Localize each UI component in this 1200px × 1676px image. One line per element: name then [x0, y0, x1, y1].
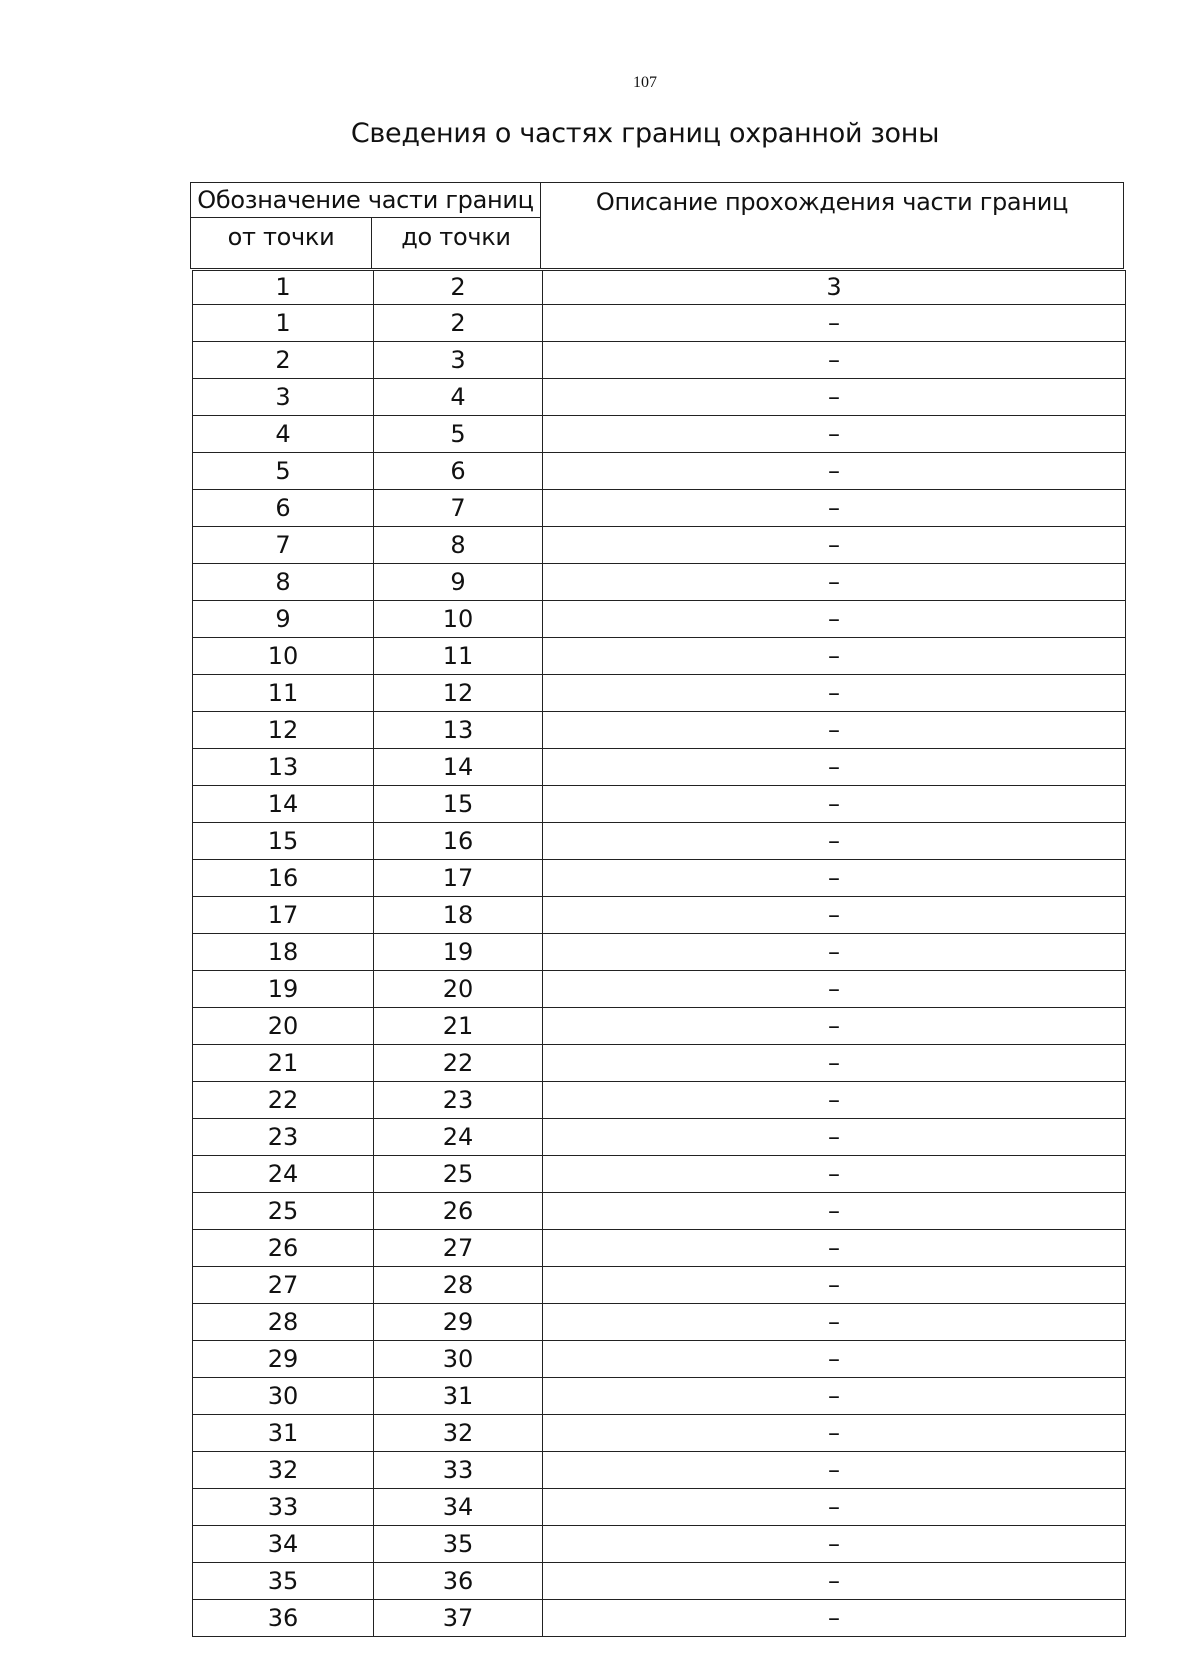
table-row	[193, 1600, 1126, 1637]
table-row	[193, 1230, 1126, 1267]
table-row	[193, 1119, 1126, 1156]
description-cell: –	[543, 342, 1126, 379]
description-cell: –	[543, 1193, 1126, 1230]
to-point-cell: 29	[374, 1304, 543, 1341]
table-row	[193, 1008, 1126, 1045]
description-cell: –	[543, 675, 1126, 712]
table-row	[193, 601, 1126, 638]
table-row	[193, 934, 1126, 971]
table-body	[193, 271, 1126, 1637]
to-point-cell: 15	[374, 786, 543, 823]
to-point-cell: 9	[374, 564, 543, 601]
table-row	[193, 1341, 1126, 1378]
from-point-cell: 31	[193, 1415, 374, 1452]
description-cell: –	[543, 749, 1126, 786]
from-point-cell: 12	[193, 712, 374, 749]
description-cell: –	[543, 305, 1126, 342]
table-row	[193, 564, 1126, 601]
table-row	[193, 1267, 1126, 1304]
page-title: Сведения о частях границ охранной зоны	[350, 118, 940, 149]
to-point-cell: 37	[374, 1600, 543, 1637]
from-point-cell: 7	[193, 527, 374, 564]
table-row	[193, 897, 1126, 934]
table-row	[193, 786, 1126, 823]
to-point-cell: 18	[374, 897, 543, 934]
to-point-cell: 10	[374, 601, 543, 638]
table-row	[193, 823, 1126, 860]
header-to-point: до точки	[372, 218, 541, 269]
table-row	[193, 675, 1126, 712]
from-point-cell: 29	[193, 1341, 374, 1378]
boundary-parts-table	[192, 270, 1126, 1637]
to-point-cell: 19	[374, 934, 543, 971]
table-row	[193, 1156, 1126, 1193]
from-point-cell: 11	[193, 675, 374, 712]
description-cell: –	[543, 860, 1126, 897]
to-point-cell: 25	[374, 1156, 543, 1193]
table-row	[193, 379, 1126, 416]
table-row	[193, 1489, 1126, 1526]
to-point-cell: 34	[374, 1489, 543, 1526]
from-point-cell: 17	[193, 897, 374, 934]
description-cell: –	[543, 934, 1126, 971]
to-point-cell: 31	[374, 1378, 543, 1415]
description-cell: –	[543, 601, 1126, 638]
description-cell: –	[543, 527, 1126, 564]
description-cell: –	[543, 1415, 1126, 1452]
table-row	[193, 1082, 1126, 1119]
table-row	[193, 860, 1126, 897]
from-point-cell: 30	[193, 1378, 374, 1415]
table-row	[193, 453, 1126, 490]
from-point-cell: 24	[193, 1156, 374, 1193]
table-row	[193, 527, 1126, 564]
description-cell: –	[543, 1267, 1126, 1304]
to-point-cell: 26	[374, 1193, 543, 1230]
description-cell: –	[543, 638, 1126, 675]
to-point-cell: 3	[374, 342, 543, 379]
table-row	[193, 1415, 1126, 1452]
header-boundary-part-designation: Обозначение части границ	[191, 183, 541, 218]
description-cell: –	[543, 379, 1126, 416]
table-row	[193, 1304, 1126, 1341]
table-row	[193, 305, 1126, 342]
to-point-cell: 20	[374, 971, 543, 1008]
description-cell: –	[543, 1082, 1126, 1119]
from-point-cell: 26	[193, 1230, 374, 1267]
description-cell: –	[543, 1563, 1126, 1600]
to-point-cell: 23	[374, 1082, 543, 1119]
from-point-cell: 18	[193, 934, 374, 971]
from-point-cell: 34	[193, 1526, 374, 1563]
from-point-cell: 2	[193, 342, 374, 379]
description-cell: –	[543, 490, 1126, 527]
from-point-cell: 19	[193, 971, 374, 1008]
to-point-cell: 35	[374, 1526, 543, 1563]
description-cell: –	[543, 1600, 1126, 1637]
description-cell: –	[543, 712, 1126, 749]
from-point-cell: 22	[193, 1082, 374, 1119]
from-point-cell: 10	[193, 638, 374, 675]
from-point-cell: 20	[193, 1008, 374, 1045]
description-cell: –	[543, 823, 1126, 860]
description-cell: –	[543, 786, 1126, 823]
description-cell: –	[543, 1304, 1126, 1341]
table-row	[193, 1452, 1126, 1489]
from-point-cell: 33	[193, 1489, 374, 1526]
description-cell: –	[543, 1526, 1126, 1563]
from-point-cell: 14	[193, 786, 374, 823]
column-number-cell: 3	[543, 271, 1126, 305]
from-point-cell: 15	[193, 823, 374, 860]
from-point-cell: 32	[193, 1452, 374, 1489]
to-point-cell: 32	[374, 1415, 543, 1452]
table-row	[193, 971, 1126, 1008]
to-point-cell: 33	[374, 1452, 543, 1489]
from-point-cell: 6	[193, 490, 374, 527]
table-header	[190, 182, 1124, 269]
to-point-cell: 36	[374, 1563, 543, 1600]
description-cell: –	[543, 971, 1126, 1008]
table-row	[193, 490, 1126, 527]
description-cell: –	[543, 1341, 1126, 1378]
table-row	[193, 749, 1126, 786]
from-point-cell: 21	[193, 1045, 374, 1082]
to-point-cell: 6	[374, 453, 543, 490]
table-row	[193, 342, 1126, 379]
description-cell: –	[543, 564, 1126, 601]
from-point-cell: 16	[193, 860, 374, 897]
from-point-cell: 13	[193, 749, 374, 786]
description-cell: –	[543, 1119, 1126, 1156]
description-cell: –	[543, 1489, 1126, 1526]
from-point-cell: 36	[193, 1600, 374, 1637]
table-row	[193, 416, 1126, 453]
to-point-cell: 22	[374, 1045, 543, 1082]
table-row	[193, 638, 1126, 675]
to-point-cell: 30	[374, 1341, 543, 1378]
to-point-cell: 4	[374, 379, 543, 416]
description-cell: –	[543, 416, 1126, 453]
to-point-cell: 27	[374, 1230, 543, 1267]
to-point-cell: 13	[374, 712, 543, 749]
table-row	[193, 1045, 1126, 1082]
from-point-cell: 8	[193, 564, 374, 601]
from-point-cell: 28	[193, 1304, 374, 1341]
table-row	[193, 1378, 1126, 1415]
header-from-point: от точки	[191, 218, 372, 269]
from-point-cell: 5	[193, 453, 374, 490]
description-cell: –	[543, 1045, 1126, 1082]
to-point-cell: 21	[374, 1008, 543, 1045]
description-cell: –	[543, 897, 1126, 934]
to-point-cell: 7	[374, 490, 543, 527]
from-point-cell: 1	[193, 305, 374, 342]
description-cell: –	[543, 1156, 1126, 1193]
column-number-cell: 1	[193, 271, 374, 305]
from-point-cell: 25	[193, 1193, 374, 1230]
to-point-cell: 11	[374, 638, 543, 675]
description-cell: –	[543, 1230, 1126, 1267]
to-point-cell: 2	[374, 305, 543, 342]
from-point-cell: 9	[193, 601, 374, 638]
from-point-cell: 4	[193, 416, 374, 453]
table-row	[193, 1526, 1126, 1563]
table-row	[193, 1193, 1126, 1230]
page-number: 107	[633, 74, 657, 91]
column-number-cell: 2	[374, 271, 543, 305]
description-cell: –	[543, 453, 1126, 490]
to-point-cell: 16	[374, 823, 543, 860]
from-point-cell: 23	[193, 1119, 374, 1156]
to-point-cell: 5	[374, 416, 543, 453]
to-point-cell: 28	[374, 1267, 543, 1304]
to-point-cell: 12	[374, 675, 543, 712]
description-cell: –	[543, 1378, 1126, 1415]
table-row	[193, 1563, 1126, 1600]
table-row	[193, 712, 1126, 749]
column-number-row	[193, 271, 1126, 305]
to-point-cell: 24	[374, 1119, 543, 1156]
from-point-cell: 3	[193, 379, 374, 416]
to-point-cell: 14	[374, 749, 543, 786]
description-cell: –	[543, 1008, 1126, 1045]
from-point-cell: 35	[193, 1563, 374, 1600]
to-point-cell: 8	[374, 527, 543, 564]
from-point-cell: 27	[193, 1267, 374, 1304]
description-cell: –	[543, 1452, 1126, 1489]
to-point-cell: 17	[374, 860, 543, 897]
header-boundary-description: Описание прохождения части границ	[541, 183, 1124, 269]
